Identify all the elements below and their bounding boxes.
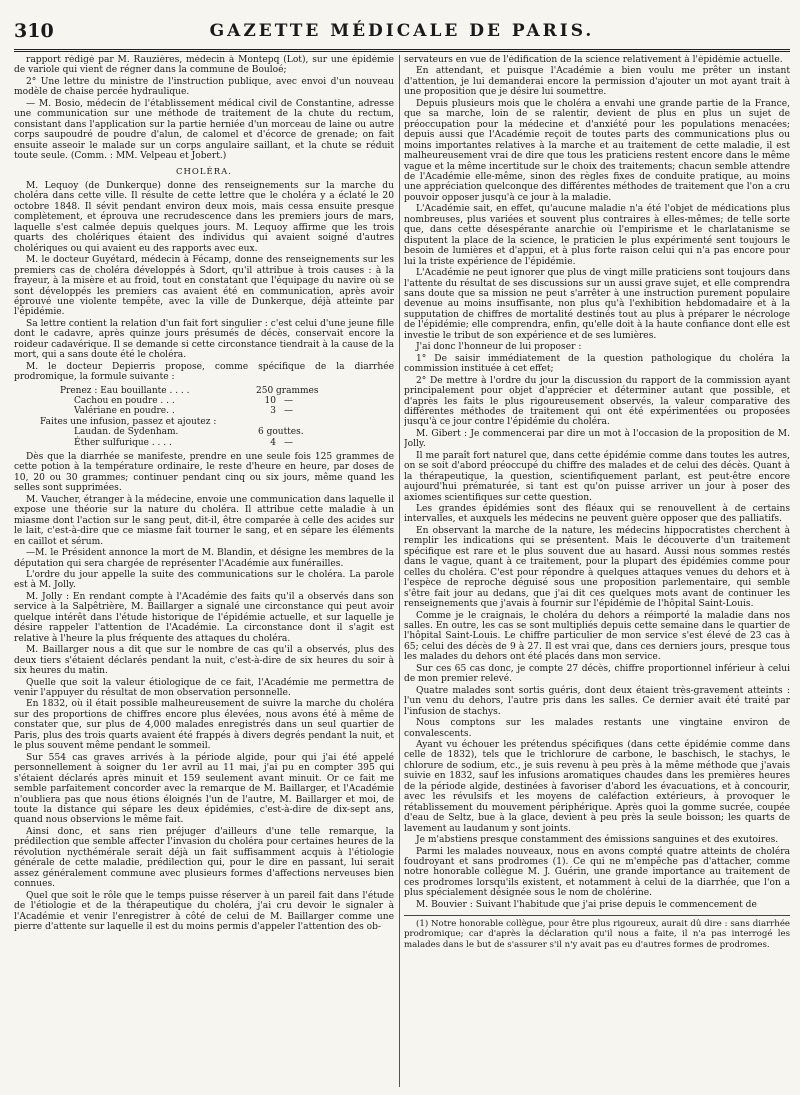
left-column bbox=[14, 55, 394, 1090]
paragraph: M. le docteur Depierris propose, comme spécifique de la diarrhée prodromique, la formule suivante : bbox=[14, 361, 394, 383]
formula-row bbox=[14, 438, 394, 448]
paragraph: Dès que la diarrhée se manifeste, prendre en une seule fois 125 grammes de cette potion à la température ordinaire, le reste d'heure en heure, par doses de 10, 20 ou 30 grammes; continuer pendant cinq ou six jours, même quand les selles sont supprimées. bbox=[14, 452, 394, 494]
prescription-formula bbox=[14, 386, 394, 448]
paragraph: En observant la marche de la nature, les médecins hippocratistes cherchent à remplir les indications qui se présentent. Mais le découverte d'un traitement spécifique est rare et le plus souvent due au hasard. Aussi nous sommes restés dans le vague, quant à ce traitement, pour la plupart des épidémies comme pour celles du choléra. C'est pour répondre à quelques attaques venues du dehors et à l'espèce de reproche déguisé sous une proposition parlementaire, qui semble s'être fait jour au dedans, que j'ai dit ces quelques mots avant de continuer les renseignements que j'avais à fournir sur l'épidémie de l'hôpital Saint-Louis. bbox=[404, 525, 790, 610]
paragraph: L'ordre du jour appelle la suite des communications sur le choléra. La parole est à M. Jolly. bbox=[14, 570, 394, 591]
formula-ditto: — bbox=[284, 437, 293, 448]
formula-ditto: — bbox=[284, 396, 293, 406]
paragraph: Quatre malades sont sortis guéris, dont deux étaient très-gravement atteints : l'un venu du dehors, l'autre pris dans les salles. Ce dernier avait été traité par l'infusion de stachys. bbox=[404, 685, 790, 717]
paragraph: Ainsi donc, et sans rien préjuger d'ailleurs d'une telle remarque, la prédilection que semble affecter l'invasion du choléra pour certaines heures de la révolution nycthémérale serait déjà un fait suffisamment acquis à l'étiologie générale de cette maladie, prédilection qui, pour le dire en passant, lui serait assez généralement commune avec plusieurs formes d'affections nerveuses bien connues. bbox=[14, 826, 394, 890]
paragraph: M. Bouvier : Suivant l'habitude que j'ai prise depuis le commencement de bbox=[416, 899, 757, 910]
column-divider bbox=[399, 55, 400, 1087]
paragraph: M. Jolly : En rendant compte à l'Académie des faits qu'il a observés dans son service à la Salpêtrière, M. Baillarger a signalé une circonstance qui peut avoir quelque intérêt dans l'étude historique de l'épidémie actuelle, et sur laquelle je désire rappeler l'attention de l'Académie. La circonstance dont il s'agit est relative à l'heure la plus fréquente des attaques du choléra. bbox=[14, 591, 394, 644]
paragraph: 2° Une lettre du ministre de l'instruction publique, avec envoi d'un nouveau modèle de chaise percée hydraulique. bbox=[14, 76, 394, 98]
formula-ingredient: Prenez : Eau bouillante . . . . bbox=[60, 385, 190, 396]
paragraph: Quel que soit le rôle que le temps puisse réserver à un pareil fait dans l'étude de l'étiologie et de la thérapeutique du choléra, j'ai cru devoir le signaler à l'Académie et venir l'enregistrer à côté de celui de M. Baillarger comme une pierre d'attente sur laquelle il est du moins permis d'appeler l'attention des ob- bbox=[14, 890, 394, 932]
paragraph: M. Gibert : Je commencerai par dire un mot à l'occasion de la proposition de M. Jolly. bbox=[404, 428, 790, 450]
paragraph: J'ai donc l'honneur de lui proposer : bbox=[416, 342, 582, 353]
paragraph: servateurs en vue de l'édification de la science relativement à l'épidémie actuelle. bbox=[404, 55, 783, 65]
formula-ingredient: Valériane en poudre. . bbox=[74, 406, 175, 417]
formula-row bbox=[14, 417, 394, 427]
page-header bbox=[14, 20, 790, 46]
header-rule bbox=[14, 49, 790, 52]
paragraph: Sur ces 65 cas donc, je compte 27 décès, chiffre proportionnel inférieur à celui de mon premier relevé. bbox=[404, 663, 790, 685]
right-column bbox=[404, 55, 790, 1090]
paragraph: Depuis plusieurs mois que le choléra a envahi une grande partie de la France, que sa marche, loin de se ralentir, devient de plus en plus un sujet de préoccupation pour la médecine et d'anxiété pour les populations menacées; depuis aussi que l'Académie reçoit de toutes parts des communications plus ou moins importantes relatives à la marche et au traitement de cette maladie, il est malheureusement vrai de dire que tous les praticiens restent encore dans le même vague et la même incertitude sur le choix des traitements; chacun semble attendre de l'Académie elle-même, sinon des règles fixes de conduite pratique, au moins une appréciation quelconque des différentes méthodes de traitement que l'on a cru pouvoir opposer jusqu'à ce jour à la maladie. bbox=[404, 98, 790, 203]
paragraph: Les grandes épidémies sont des fléaux qui se renouvellent à de certains intervalles, et auxquels les médecins ne peuvent guère opposer que des palliatifs. bbox=[404, 504, 790, 525]
paragraph: 2° De mettre à l'ordre du jour la discussion du rapport de la commission ayant principalement pour objet d'apprécier et déterminer autant que possible, et d'après les faits le plus rigoureusement observés, la valeur comparative des différentes méthodes de traitement qui ont été expérimentées ou proposées jusqu'à ce jour contre l'épidémie du choléra. bbox=[404, 375, 790, 428]
paragraph: — M. Bosio, médecin de l'établissement médical civil de Constantine, adresse une communication sur une méthode de traitement de la chute du rectum, consistant dans l'application sur la partie herniée d'un morceau de laine ou autre corps saupoudré de poudre d'alun, de calomel et d'écorce de grenade; on fait ensuite asseoir le malade sur un corps angulaire saillant, et la chute se réduit toute seule. (Comm. : MM. Velpeau et Jobert.) bbox=[14, 98, 394, 162]
paragraph: —M. le Président annonce la mort de M. Blandin, et désigne les membres de la députation qui sera chargée de représenter l'Académie aux funérailles. bbox=[14, 548, 394, 569]
paragraph: En 1832, où il était possible malheureusement de suivre la marche du choléra sur des proportions de chiffres encore plus élevées, nous avons été à même de constater que, sur plus de 4,000 malades enregistrés dans un seul quartier de Paris, plus des trois quarts avaient été frappés à divers degrés pendant la nuit, et le plus souvent même pendant le sommeil. bbox=[14, 699, 394, 752]
section-heading: CHOLÉRA. bbox=[176, 166, 232, 177]
paragraph: Il me paraît fort naturel que, dans cette épidémie comme dans toutes les autres, on se soit d'abord préoccupé du chiffre des malades et de celui des décès. Quant à la thérapeutique, la question, scientifiquement parlant, est peut-être encore aujourd'hui prématurée, si tant est qu'on puisse arriver un jour à poser des axiomes scientifiques sur cette question. bbox=[404, 450, 790, 503]
formula-row bbox=[14, 406, 394, 416]
formula-quantity: 4 bbox=[270, 437, 276, 448]
formula-ingredient: Laudan. de Sydenham. bbox=[74, 427, 179, 438]
paragraph: Quelle que soit la valeur étiologique de ce fait, l'Académie me permettra de venir l'appuyer du résultat de mon observation personnelle. bbox=[14, 677, 394, 698]
paragraph: L'Académie ne peut ignorer que plus de vingt mille praticiens sont toujours dans l'attente du résultat de ses discussions sur un aussi grave sujet, et elle comprendra sans doute que sa mission ne peut s'arrêter à une instruction purement populaire devenue au moins insuffisante, non plus qu'à l'exhibition hebdomadaire et à la supputation de chiffres de mortalité destinés tout au plus à préparer le nécrologe de l'épidémie; elle comprendra, enfin, qu'elle doit à la haute confiance dont elle est investie le tribut de son expérience et de ses lumières. bbox=[404, 268, 790, 341]
paragraph: En attendant, et puisque l'Académie a bien voulu me prêter un instant d'attention, je lui demanderai encore la permission d'ajouter un mot ayant trait à une proposition que je désire lui soumettre. bbox=[404, 66, 790, 98]
paragraph: rapport rédigé par M. Rauzières, médecin à Montepq (Lot), sur une épidémie de variole qui vient de régner dans la commune de Bouloé; bbox=[14, 55, 394, 76]
formula-quantity: 250 grammes bbox=[256, 385, 319, 396]
formula-ingredient: Cachou en poudre . . . bbox=[74, 396, 175, 406]
paragraph: Sa lettre contient la relation d'un fait fort singulier : c'est celui d'une jeune fille dont le cadavre, après quinze jours présumés de décès, conservait encore la roideur cadavérique. Il se demande si cette circonstance tiendrait à la cause de la mort, qui a sans doute été le choléra. bbox=[14, 318, 394, 361]
paragraph: M. Vaucher, étranger à la médecine, envoie une communication dans laquelle il expose une théorie sur la nature du choléra. Il attribue cette maladie à un miasme dont l'action sur le sang peut, dit-il, être comparée à celle des acides sur le lait, c'est-à-dire que ce miasme fait tourner le sang, et en sépare les éléments en caillot et sérum. bbox=[14, 494, 394, 547]
paragraph: Ayant vu échouer les prétendus spécifiques (dans cette épidémie comme dans celle de 1832), tels que le trichlorure de carbone, le baschisch, le stachys, le chlorure de sodium, etc., je suis revenu à peu près à la même méthode que j'avais suivie en 1832, sauf les infusions aromatiques chaudes dans les premières heures de la période algide, destinées à favoriser d'abord les évacuations, et à concourir, avec les révulsifs et les moyens de caléfaction extérieurs, à provoquer le rétablissement du mouvement périphérique. Après quoi la gomme sucrée, coupée d'eau de Seltz, bue à la glace, devient à peu près la seule boisson; les quarts de lavement au laudanum y sont joints. bbox=[404, 740, 790, 834]
paragraph: Comme je le craignais, le choléra du dehors a réimporté la maladie dans nos salles. En outre, les cas se sont multipliés depuis cette semaine dans le quartier de l'hôpital Saint-Louis. Le chiffre particulier de mon service s'est élevé de 23 cas à 65; celui des décès de 9 à 27. Il est vrai que, dans ces derniers jours, presque tous les malades du dehors ont été placés dans mon service. bbox=[404, 610, 790, 663]
formula-ingredient: Éther sulfurique . . . . bbox=[74, 437, 172, 448]
formula-quantity: 10 bbox=[264, 396, 276, 406]
paragraph: Sur 554 cas graves arrivés à la période algide, pour qui j'ai été appelé personnellement à soigner du 1er avril au 11 mai, j'ai pu en compter 395 qui s'étaient déclarés après minuit et 159 seulement avant minuit. Or ce fait me semble parfaitement concorder avec la remarque de M. Baillarger, et l'Académie n'oubliera pas que nous étions éloignés l'un de l'autre, M. Baillarger et moi, de toute la distance qui sépare les deux épidémies, c'est-à-dire de dix-sept ans, quand nous observions le même fait. bbox=[14, 752, 394, 826]
formula-row bbox=[14, 396, 394, 406]
journal-title: GAZETTE MÉDICALE DE PARIS. bbox=[209, 21, 595, 41]
paragraph: Nous comptons sur les malades restants une vingtaine environ de convalescents. bbox=[404, 718, 790, 739]
footnote-rule bbox=[404, 915, 790, 916]
formula-quantity: 3 bbox=[270, 406, 276, 417]
paragraph: M. Lequoy (de Dunkerque) donne des renseignements sur la marche du choléra dans cette ville. Il résulte de cette lettre que le choléra y a éclaté le 20 octobre 1848. Il sévit pendant environ deux mois, mais cessa ensuite presque complètement, et éprouva une recrudescence dans les premiers jours de mars, laquelle s'est calmée depuis quelques jours. M. Lequoy affirme que les trois quarts des cholériques étaient des individus qui avaient soigné d'autres cholériques ou qui avaient eu des rapports avec eux. bbox=[14, 180, 394, 254]
paragraph: Je m'abstiens presque constamment des émissions sanguines et des exutoires. bbox=[416, 835, 779, 846]
paragraph: M. le docteur Guyétard, médecin à Fécamp, donne des renseignements sur les premiers cas de choléra développés à Sdort, qu'il attribue à trois causes : à la frayeur, à la misère et au froid, tout en constatant que l'équipage du navire où se sont développés les premiers cas avaient été en communication, après avoir éprouvé une violente tempête, avec la ville de Dunkerque, déjà atteinte par l'épidémie. bbox=[14, 255, 394, 318]
paragraph: M. Baillarger nous a dit que sur le nombre de cas qu'il a observés, plus des deux tiers s'étaient déclarés pendant la nuit, c'est-à-dire de six heures du soir à six heures du matin. bbox=[14, 645, 394, 677]
page-number: 310 bbox=[14, 20, 54, 42]
formula-quantity: 6 gouttes. bbox=[258, 427, 304, 438]
paragraph: L'Académie sait, en effet, qu'aucune maladie n'a été l'objet de médications plus nombreuses, plus variées et souvent plus contraires à elles-mêmes; de telle sorte que, dans cette désespérante anarchie où l'empirisme et le charlatanisme se disputent la place de la science, le praticien le plus expérimenté sent toujours le besoin de lumières et d'appui, et à plus forte raison celui qui n'a pas encore pour lui la triste expérience de l'épidémie. bbox=[404, 204, 790, 267]
paragraph: Parmi les malades nouveaux, nous en avons compté quatre atteints de choléra foudroyant et sans prodromes (1). Ce qui ne m'empêche pas d'attacher, comme notre honorable collègue M. J. Guérin, une grande importance au traitement de ces prodromes lorsqu'ils existent, et notamment à celui de la diarrhée, que l'on a plus spécialement désignée sous le nom de cholérine. bbox=[404, 846, 790, 899]
paragraph: 1° De saisir immédiatement de la question pathologique du choléra la commission instituée à cet effet; bbox=[404, 353, 790, 375]
footnote: (1) Notre honorable collègue, pour être plus rigoureux, aurait dû dire : sans diarrhée prodromique; car d'après la déclaration qu'il nous a faite, il n'a pas interrogé les malades dans le but de s'assurer s'il n'y avait pas eu d'autres formes de prodromes. bbox=[404, 919, 790, 950]
formula-row bbox=[14, 427, 394, 437]
formula-row bbox=[14, 386, 394, 396]
formula-instruction: Faites une infusion, passez et ajoutez : bbox=[40, 416, 217, 427]
formula-ditto: — bbox=[284, 406, 293, 417]
